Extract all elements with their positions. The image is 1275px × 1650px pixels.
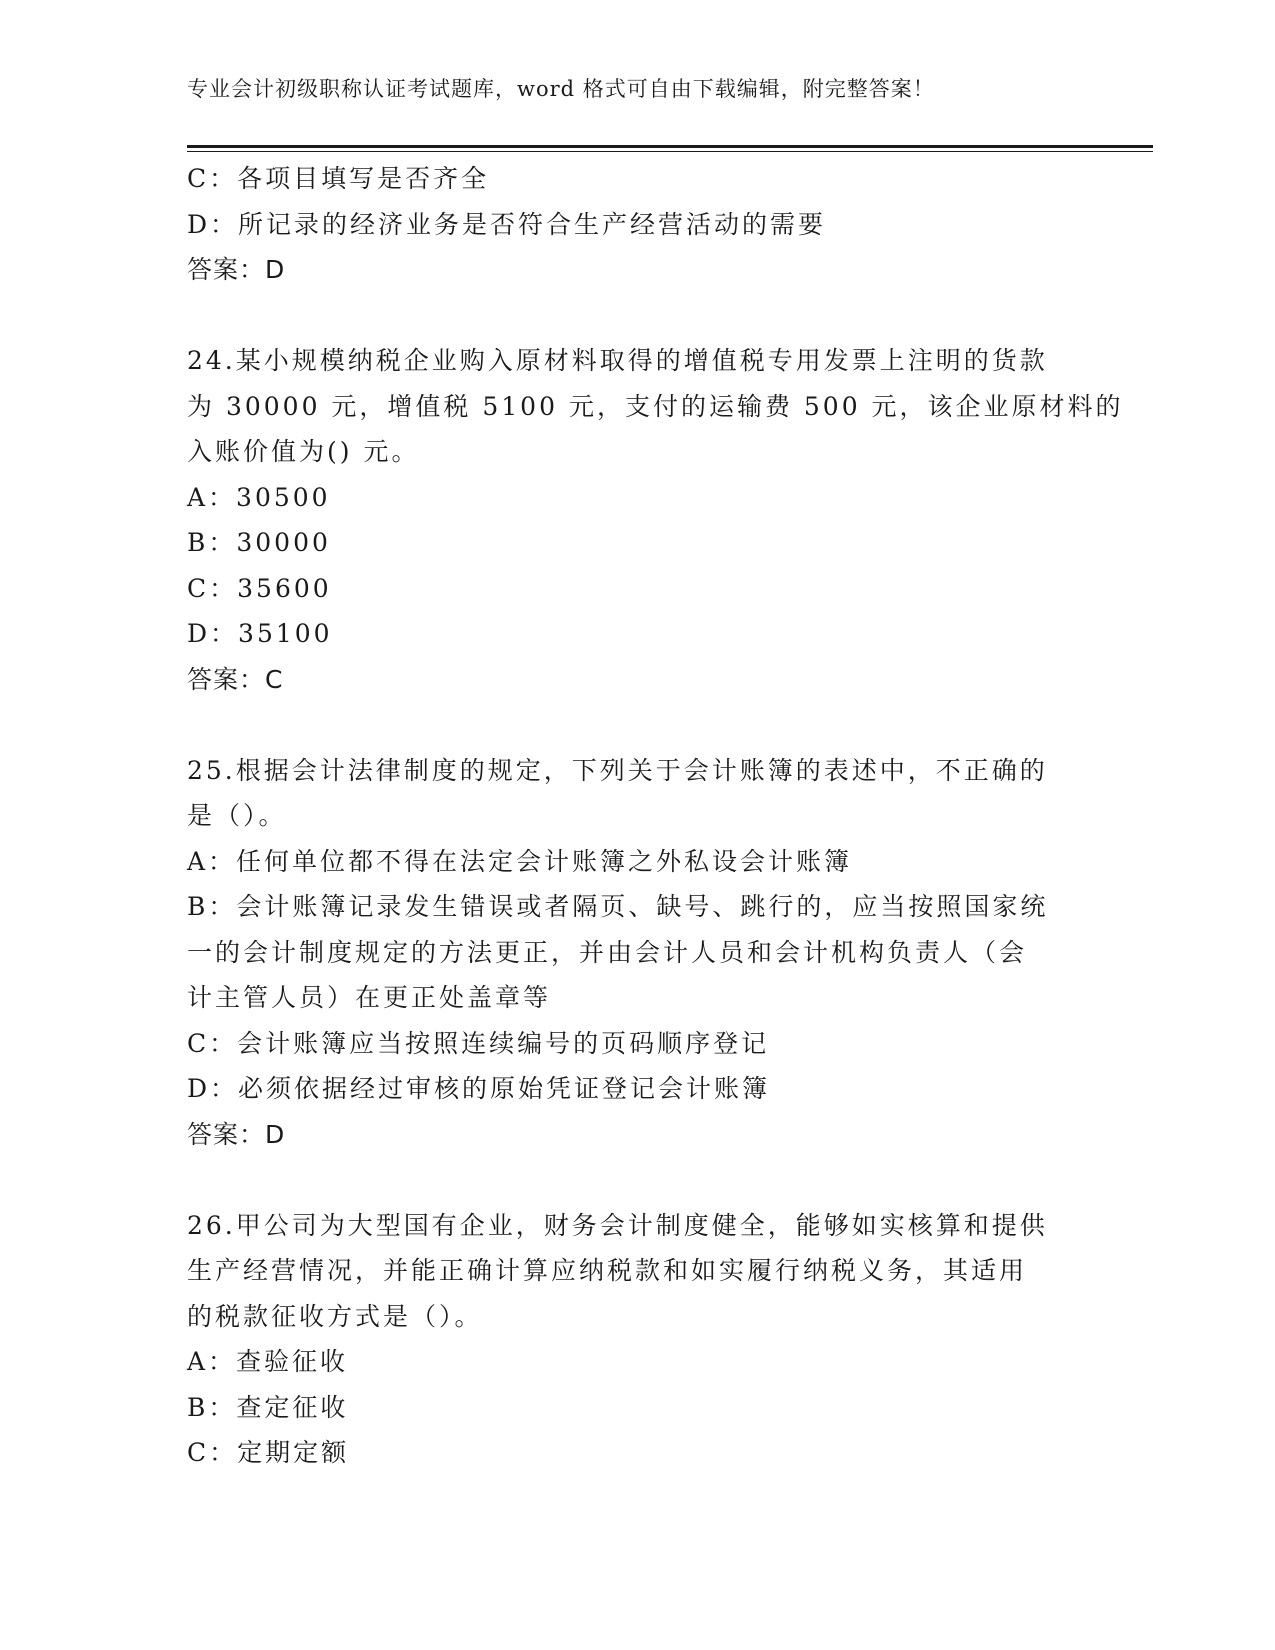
text-line: C：各项目填写是否齐全 (187, 164, 490, 193)
page-header: 专业会计初级职称认证考试题库，word 格式可自由下载编辑，附完整答案！ (187, 77, 935, 101)
header-rule-thick (187, 145, 1153, 148)
text-line: A：30500 (187, 482, 331, 512)
text-line: 是（）。 (187, 801, 287, 830)
text-line: 的税款征收方式是（）。 (187, 1301, 483, 1331)
text-line: C：35600 (187, 573, 332, 603)
answer-line: 答案：C (187, 664, 284, 694)
text-line: D：所记录的经济业务是否符合生产经营活动的需要 (187, 209, 827, 239)
text-line: 26.甲公司为大型国有企业，财务会计制度健全，能够如实核算和提供 (187, 1210, 1048, 1240)
text-line: B：会计账簿记录发生错误或者隔页、缺号、跳行的，应当按照国家统 (187, 892, 1049, 921)
blank-line (187, 1157, 1087, 1203)
text-line: A：查验征收 (187, 1347, 349, 1376)
blank-line (187, 702, 1087, 748)
question-content (187, 156, 1124, 1476)
text-line: A：任何单位都不得在法定会计账簿之外私设会计账簿 (187, 846, 853, 876)
header-rule-thin (187, 151, 1153, 152)
text-line: 为 30000 元，增值税 5100 元，支付的运输费 500 元，该企业原材料的 (187, 391, 1124, 421)
text-line: 24.某小规模纳税企业购入原材料取得的增值税专用发票上注明的货款 (187, 346, 1048, 375)
text-line: B：30000 (187, 528, 331, 557)
answer-line: 答案：D (187, 255, 286, 284)
blank-line (187, 293, 1087, 339)
text-line: C：定期定额 (187, 1438, 350, 1467)
text-line: 计主管人员）在更正处盖章等 (187, 983, 552, 1012)
text-line: D：35100 (187, 619, 333, 648)
text-line: 入账价值为() 元。 (187, 437, 420, 466)
text-line: 生产经营情况，并能正确计算应纳税款和如实履行纳税义务，其适用 (187, 1256, 1028, 1285)
text-line: D：必须依据经过审核的原始凭证登记会计账簿 (187, 1074, 771, 1103)
text-line: 25.根据会计法律制度的规定，下列关于会计账簿的表述中，不正确的 (187, 755, 1048, 785)
text-line: B：查定征收 (187, 1392, 349, 1422)
text-line: 一的会计制度规定的方法更正，并由会计人员和会计机构负责人（会 (187, 937, 1028, 967)
text-line: C：会计账簿应当按照连续编号的页码顺序登记 (187, 1028, 770, 1058)
answer-line: 答案：D (187, 1119, 286, 1149)
